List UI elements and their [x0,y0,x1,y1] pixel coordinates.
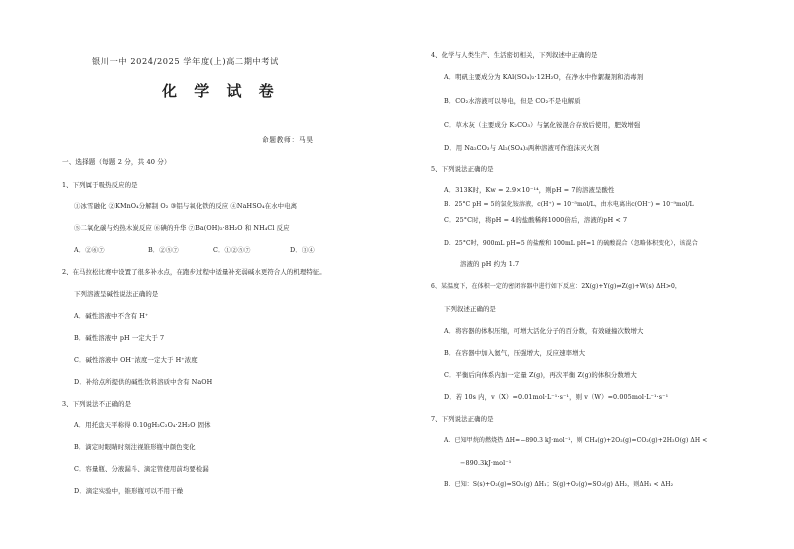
q7-option-b: B．已知：S(s)+O₂(g)=SO₂(g) ΔH₁；S(g)+O₂(g)=SO₂(g) ΔH₂，则ΔH₁ < ΔH₂ [444,481,674,488]
author-line: 命题教师：马昊 [262,136,314,144]
section-heading: 一、选择题（每题 2 分，共 40 分） [62,158,171,166]
q5-option-d-line1: D．25°C时，900mL pH=5 的盐酸和 100mL pH=1 的硫酸混合（忽略体积变化），该混合 [444,240,698,247]
q4-stem: 4、化学与人类生产、生活密切相关，下列叙述中正确的是 [431,51,598,59]
q7-stem: 7、下列说法正确的是 [431,415,494,423]
q7-option-a-line1: A．已知甲烷的燃烧热 ΔH=−890.3 kJ·mol⁻¹，则 CH₄(g)+2O₂(g)=CO₂(g)+2H₂O(g) ΔH < [444,437,708,444]
q1-option-d: D．③④ [290,246,315,254]
q1-option-a: A．②⑥⑦ [74,246,105,254]
q3-option-c: C．容量瓶、分液漏斗、滴定管使用前均要检漏 [74,465,209,473]
q2-option-b: B．碱性溶液中 pH 一定大于 7 [74,334,165,342]
q1-stem: 1、下列属于吸热反应的是 [62,181,138,189]
q6-sub: 下列叙述正确的是 [444,305,496,313]
q3-option-b: B．滴定时眼睛时刻注视锥形瓶中颜色变化 [74,443,196,451]
q6-option-c: C．平衡后向体系内加一定量 Z(g)，再次平衡 Z(g)的体积分数增大 [444,371,637,379]
q1-option-b: B．②⑤⑦ [148,246,179,254]
q2-sub: 下列溶液呈碱性说法正确的是 [74,290,159,298]
q2-stem: 2、在马拉松比赛中设置了很多补水点，在跑步过程中适量补充弱碱水更符合人的机理特征。 [62,268,326,276]
q6-option-b: B．在容器中加入氦气，压强增大，反应速率增大 [444,349,586,357]
q2-option-d: D．补给点所提供的碱性饮料溶质中含有 NaOH [74,378,213,386]
q5-option-d-line2: 溶液的 pH 约为 1.7 [460,260,520,268]
q1-items-b: ⑤二氧化碳与灼热木炭反应 ⑥碘的升华 ⑦Ba(OH)₂·8H₂O 和 NH₄Cl 反应 [74,224,290,232]
q3-option-a: A．用托盘天平称得 0.10gH₂C₂O₄·2H₂O 固体 [74,421,211,429]
q5-option-b: B．25°C pH = 5的氯化铵溶液，c(H⁺) = 10⁻⁵mol/L，由水电离出c(OH⁻) = 10⁻⁹mol/L [444,201,694,208]
q4-option-a: A．明矾主要成分为 KAl(SO₄)₂·12H₂O，在净水中作絮凝剂和消毒剂 [444,73,644,81]
page-title: 化 学 试 卷 [162,82,280,100]
q6-option-a: A．将容器的体积压缩，可增大活化分子的百分数，有效碰撞次数增大 [444,327,644,335]
q3-stem: 3、下列说法不正确的是 [62,400,132,408]
q6-stem: 6、某温度下，在体积一定的密闭容器中进行如下反应：2X(g)+Y(g)⇌Z(g)+W(s) ΔH>0， [431,283,682,290]
q4-option-c: C．草木灰（主要成分 K₂CO₃）与氯化铵混合存放后使用，肥效增强 [444,121,641,129]
q3-option-d: D．滴定实验中，锥形瓶可以不用干燥 [74,487,184,495]
q7-option-a-line2: −890.3kJ·mol⁻¹ [460,459,512,467]
q5-option-a: A．313K时，Kw = 2.9×10⁻¹⁴，则pH = 7的溶液呈酸性 [444,186,615,194]
q4-option-d: D．用 Na₂CO₃与 Al₂(SO₄)₃两种溶液可作泡沫灭火剂 [444,144,600,152]
q1-option-c: C．①②⑤⑦ [213,246,251,254]
q2-option-c: C．碱性溶液中 OH⁻浓度一定大于 H⁺浓度 [74,356,198,364]
q5-option-c: C．25°C时，将pH = 4的盐酸稀释1000倍后，溶液的pH < 7 [444,216,628,224]
q5-stem: 5、下列说法正确的是 [431,165,494,173]
q4-option-b: B．CO₂水溶液可以导电，但是 CO₂不是电解质 [444,97,581,105]
q1-items-a: ①冰雪融化 ②KMnO₄分解制 O₂ ③铝与氧化铁的反应 ④NaHSO₄在水中电离 [74,202,298,210]
q2-option-a: A．碱性溶液中不含有 H⁺ [74,312,149,320]
q6-option-d: D．若 10s 内，v（X）=0.01mol·L⁻¹·s⁻¹，则 v（W）=0.005mol·L⁻¹·s⁻¹ [444,393,669,401]
school-header: 银川一中 2024/2025 学年度(上)高二期中考试 [92,56,279,66]
